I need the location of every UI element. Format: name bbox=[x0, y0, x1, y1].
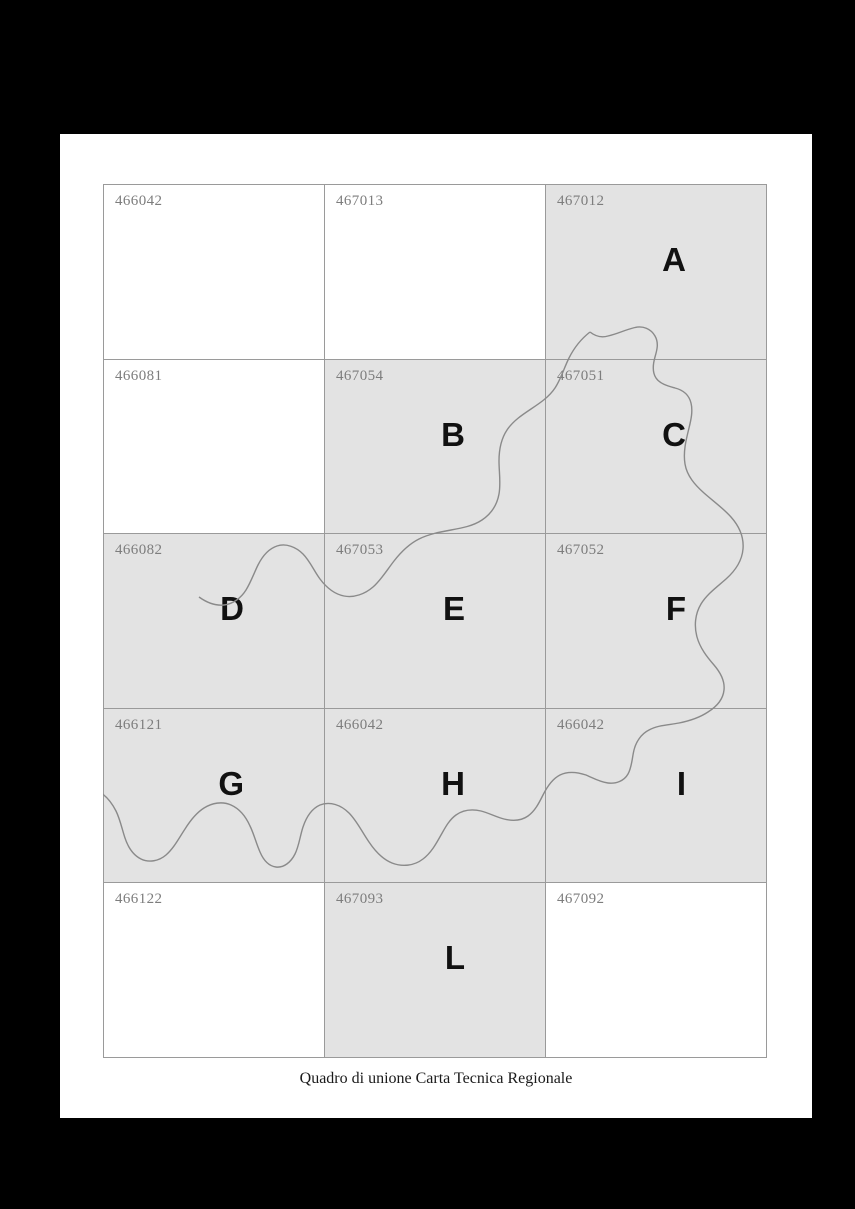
cell-code: 466121 bbox=[115, 716, 163, 733]
cell-code: 466082 bbox=[115, 542, 163, 559]
cell-letter: F bbox=[665, 590, 686, 628]
cell-code: 466042 bbox=[336, 716, 384, 733]
grid-cell[interactable] bbox=[325, 359, 546, 534]
cell-code: 466081 bbox=[115, 367, 163, 384]
grid-cell[interactable] bbox=[546, 708, 767, 883]
grid-cell[interactable] bbox=[104, 534, 325, 709]
grid-cell[interactable] bbox=[104, 185, 325, 360]
map-index-grid bbox=[103, 184, 763, 1052]
grid-cell[interactable] bbox=[546, 185, 767, 360]
grid-cell[interactable] bbox=[325, 534, 546, 709]
grid-cell[interactable] bbox=[325, 708, 546, 883]
grid-cell[interactable] bbox=[546, 534, 767, 709]
cell-letter: E bbox=[442, 590, 465, 628]
grid-cell[interactable] bbox=[104, 883, 325, 1058]
grid-row bbox=[104, 185, 767, 360]
cell-letter: B bbox=[441, 415, 465, 453]
grid-cell[interactable] bbox=[104, 708, 325, 883]
cell-code: 467054 bbox=[336, 367, 384, 384]
cell-code: 467093 bbox=[336, 891, 384, 908]
cell-letter: C bbox=[662, 415, 686, 453]
grid-cell[interactable] bbox=[546, 359, 767, 534]
grid-row bbox=[104, 883, 767, 1058]
cell-code: 467053 bbox=[336, 542, 384, 559]
cell-letter: I bbox=[676, 764, 686, 802]
grid-cell[interactable] bbox=[325, 185, 546, 360]
figure-caption: Quadro di unione Carta Tecnica Regionale bbox=[299, 1070, 573, 1087]
cell-code: 466042 bbox=[115, 193, 163, 209]
grid-row bbox=[104, 708, 767, 883]
grid-cell[interactable] bbox=[546, 883, 767, 1058]
cell-code: 467051 bbox=[557, 367, 605, 384]
grid-row bbox=[104, 534, 767, 709]
cell-letter: A bbox=[662, 241, 686, 278]
cell-letter: H bbox=[441, 764, 465, 802]
cell-code: 466042 bbox=[557, 716, 605, 733]
cell-code: 467013 bbox=[336, 193, 384, 209]
cell-code: 466122 bbox=[115, 891, 163, 908]
cell-letter: L bbox=[444, 939, 465, 977]
grid-cell[interactable] bbox=[325, 883, 546, 1058]
map-sheet-page bbox=[60, 134, 812, 1118]
cell-code: 467052 bbox=[557, 542, 605, 559]
cell-letter: G bbox=[218, 764, 244, 802]
cell-code: 467092 bbox=[557, 891, 605, 908]
grid-table bbox=[103, 184, 767, 1058]
grid-cell[interactable] bbox=[104, 359, 325, 534]
cell-code: 467012 bbox=[557, 193, 605, 209]
cell-letter: D bbox=[220, 590, 244, 628]
grid-row bbox=[104, 359, 767, 534]
